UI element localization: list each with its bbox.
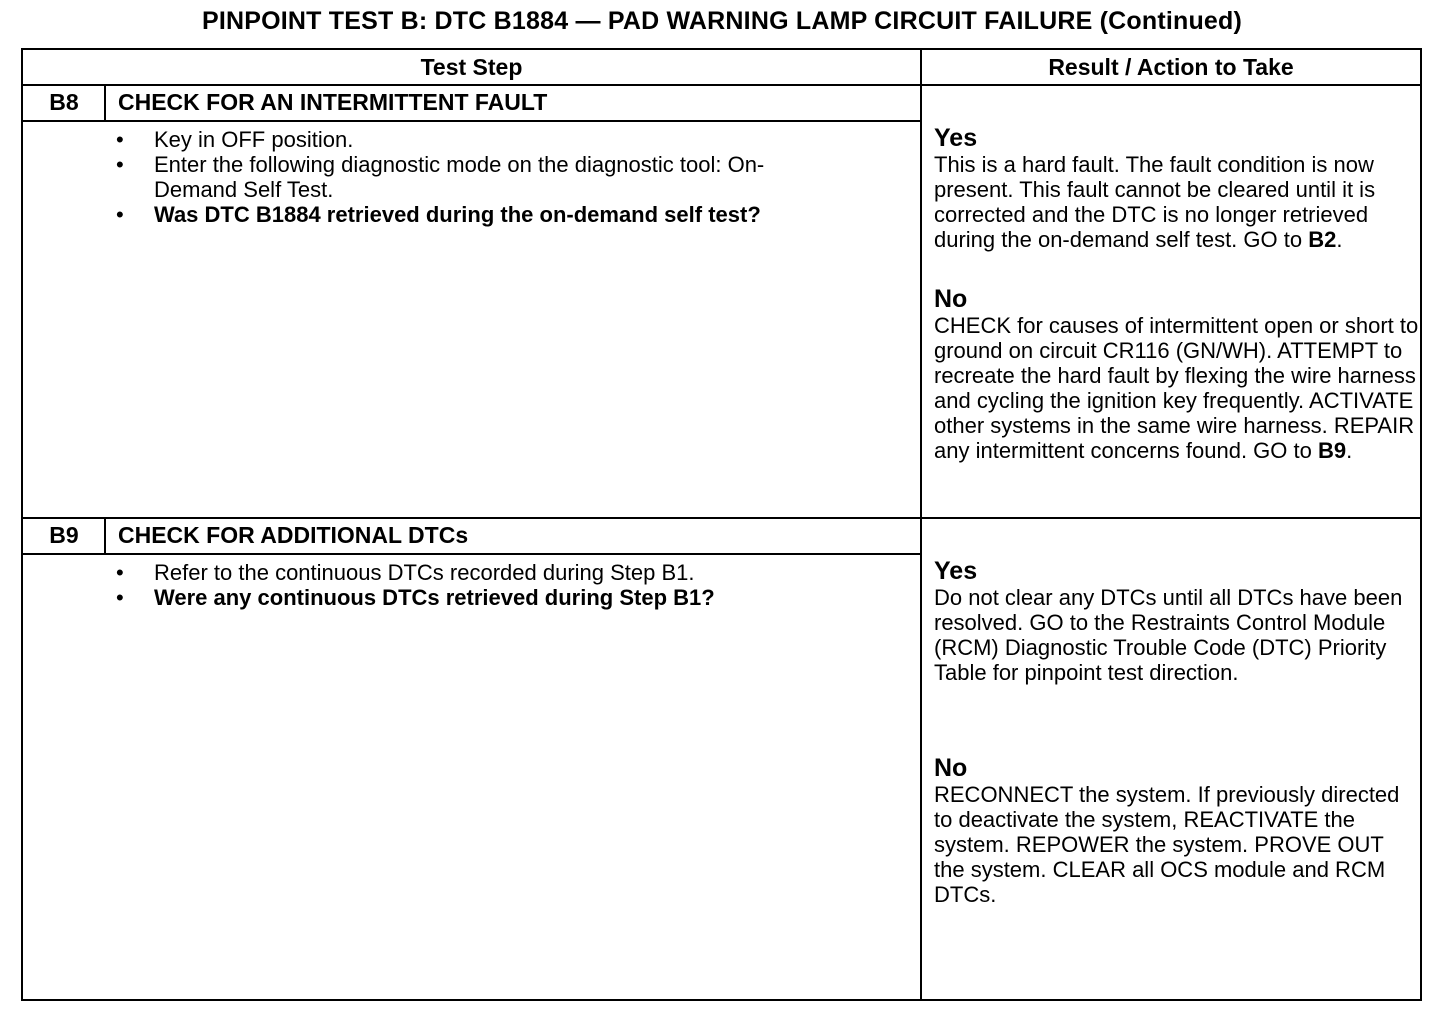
step-b9-yes-result: Yes Do not clear any DTCs until all DTCs have been resolved. GO to the Restraints Control Module (RCM) Diagnostic Trouble Code (DTC) Priority Table for pinpoint test direction. [934, 558, 1420, 685]
header-divider [21, 84, 1422, 86]
no-label: No [934, 285, 968, 313]
page-title: PINPOINT TEST B: DTC B1884 — PAD WARNING LAMP CIRCUIT FAILURE (Continued) [201, 7, 1243, 35]
row-divider [21, 517, 1422, 519]
yes-label: Yes [934, 124, 978, 152]
step-title-b8: CHECK FOR AN INTERMITTENT FAULT [118, 89, 548, 115]
no-label: No [934, 754, 968, 782]
step-b8-yes-result: Yes This is a hard fault. The fault condition is now present. This fault cannot be cleared until it is corrected and the DTC is no longer retrieved during the on-demand self test. GO to B2. [934, 125, 1420, 252]
step-b8-instructions [116, 127, 906, 227]
step-b9-instructions [116, 560, 906, 610]
step-b9-no-result: No RECONNECT the system. If previously directed to deactivate the system, REACTIVATE the system. REPOWER the system. PROVE OUT the system. CLEAR all OCS module and RCM DTCs. [934, 755, 1420, 907]
step-b8-no-result: No CHECK for causes of intermittent open or short to ground on circuit CR116 (GN/WH). ATTEMPT to recreate the hard fault by flexing the wire harness and cycling the ignition key frequently. ACTIVATE other systems in the same wire harness. REPAIR any intermittent concerns found. GO to B9. [934, 285, 1419, 463]
step-id-b9: B9 [49, 522, 79, 548]
list-item: • Key in OFF position. [116, 127, 354, 152]
list-item: • Enter the following diagnostic mode on the diagnostic tool: On-Demand Self Test. [116, 152, 765, 202]
b8-title-divider [21, 120, 922, 122]
yes-label: Yes [934, 557, 978, 585]
column-divider [920, 48, 922, 1001]
list-item: • Was DTC B1884 retrieved during the on-demand self test? [116, 202, 761, 227]
column-header-test-step: Test Step [420, 54, 523, 80]
b9-title-divider [21, 553, 922, 555]
list-item: • Refer to the continuous DTCs recorded during Step B1. [116, 560, 695, 585]
step-id-b8: B8 [49, 89, 79, 115]
column-header-result: Result / Action to Take [1048, 54, 1294, 80]
step-title-b9: CHECK FOR ADDITIONAL DTCs [118, 522, 469, 548]
list-item: • Were any continuous DTCs retrieved during Step B1? [116, 585, 715, 610]
